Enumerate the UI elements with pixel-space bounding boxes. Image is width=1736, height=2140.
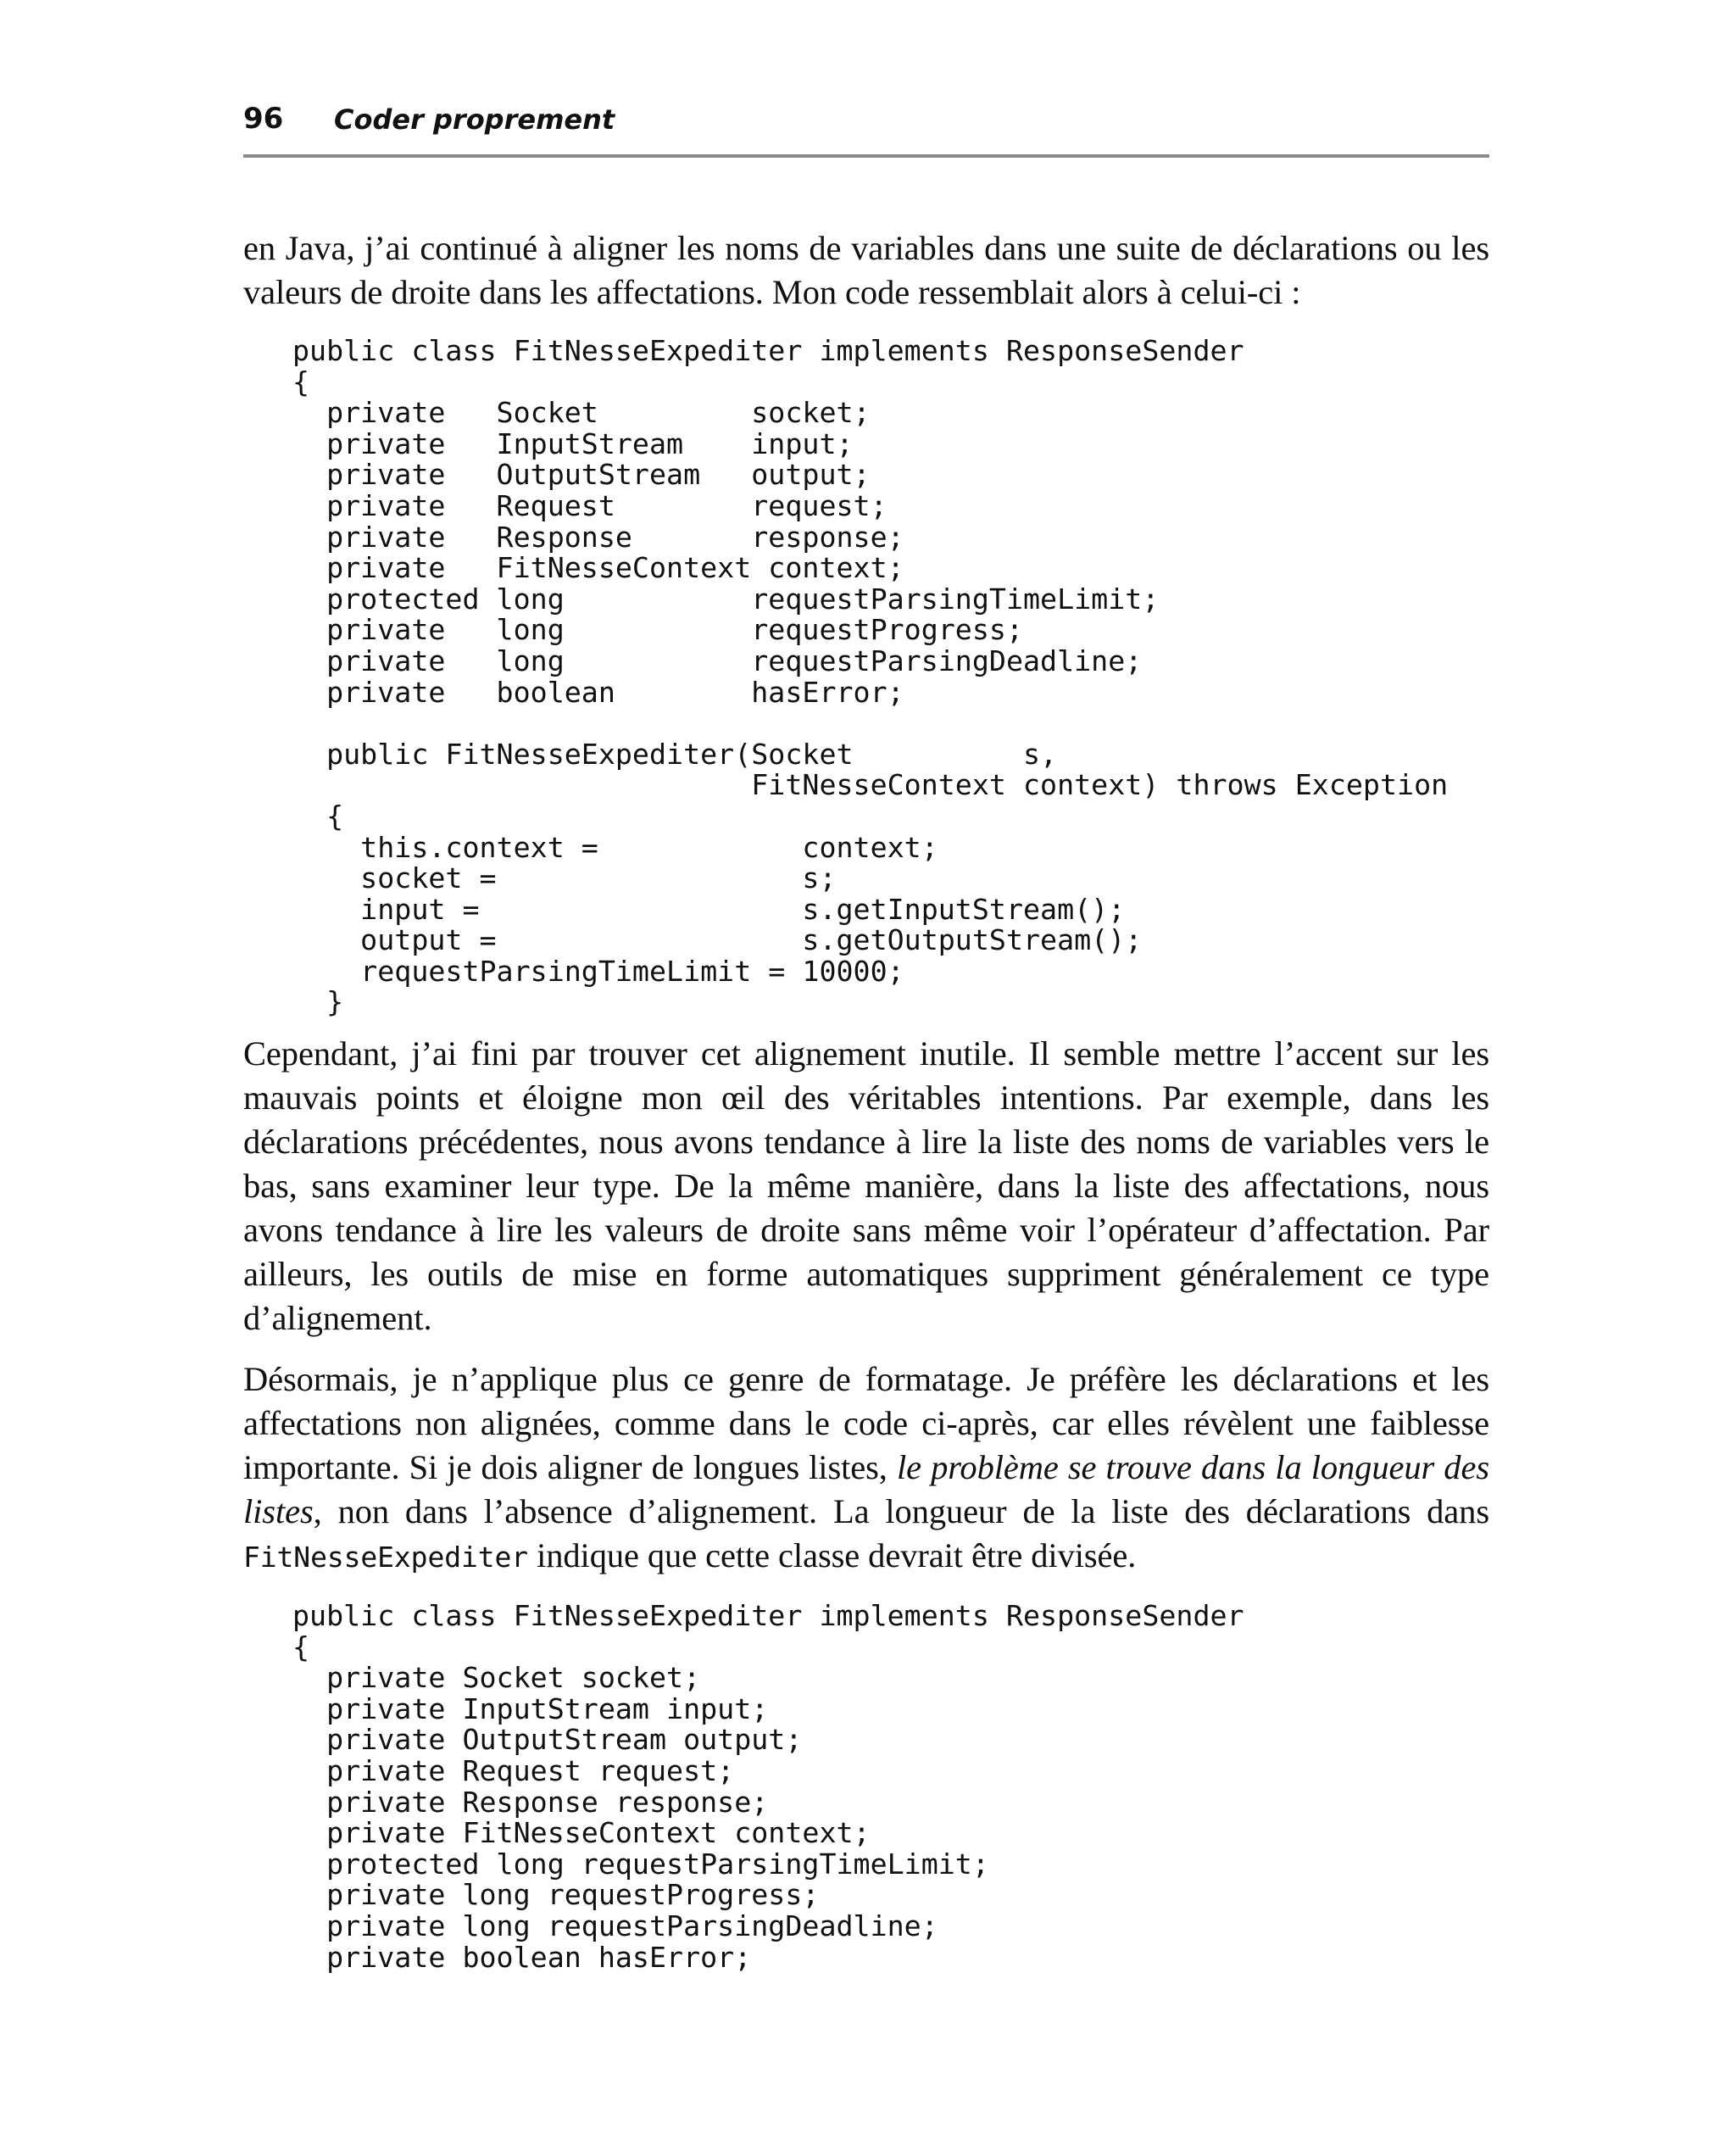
now-paragraph [243,1357,1489,1580]
inline-code-ref: FitNesseExpediter [243,1541,529,1574]
running-header [243,98,1489,158]
now-text-2: , non dans l’absence d’alignement. La longueur de la liste des déclarations dans [313,1492,1489,1530]
intro-paragraph: en Java, j’ai continué à aligner les noms de variables dans une suite de déclarations ou les valeurs de droite dans les affectations. Mon code ressemblait alors à celui-ci : [243,229,1489,311]
code-block-unaligned: public class FitNesseExpediter implements ResponseSender { private Socket socket; private InputStream input; private OutputStream output; private Request request; private Response response; private FitNesseContext context; protected long requestParsingTimeLimit; private long requestProgress; private long requestParsingDeadline; private boolean hasError; [292,1599,1244,1974]
code-block-aligned: public class FitNesseExpediter implements ResponseSender { private Socket socket; private InputStream input; private OutputStream output; private Request request; private Response response; private FitNesseContext context; protected long requestParsingTimeLimit; private long requestProgress; private long requestParsingDeadline; private boolean hasError; public FitNesseExpediter(Socket s, FitNesseContext context) throws Exception { this.context = context; socket = s; input = s.getInputStream(); output = s.getOutputStream(); requestParsingTimeLimit = 10000; } [292,334,1449,1019]
now-text-3: indique que cette classe devrait être divisée. [528,1536,1137,1574]
emphasis-text: le problème se trouve dans la longueur des listes [243,1448,1489,1530]
now-text-1: Désormais, je n’applique plus ce genre de formatage. Je préfère les déclarations et les affectations non alignées, comme dans le code ci-après, car elles révèlent une faiblesse importante. Si je dois aligner de longues listes, [243,1360,1489,1486]
running-title: Coder proprement [334,103,615,136]
page-number: 96 [243,102,284,136]
however-paragraph: Cependant, j’ai fini par trouver cet alignement inutile. Il semble mettre l’accent sur les mauvais points et éloigne mon œil des véritables intentions. Par exemple, dans les déclarations précédentes, nous avons tendance à lire la liste des noms de variables vers le bas, sans examiner leur type. De la même manière, dans la liste des affectations, nous avons tendance à lire les valeurs de droite sans même voir l’opérateur d’affectation. Par ailleurs, les outils de mise en forme automatiques suppriment généralement ce type d’alignement. [243,1034,1489,1337]
